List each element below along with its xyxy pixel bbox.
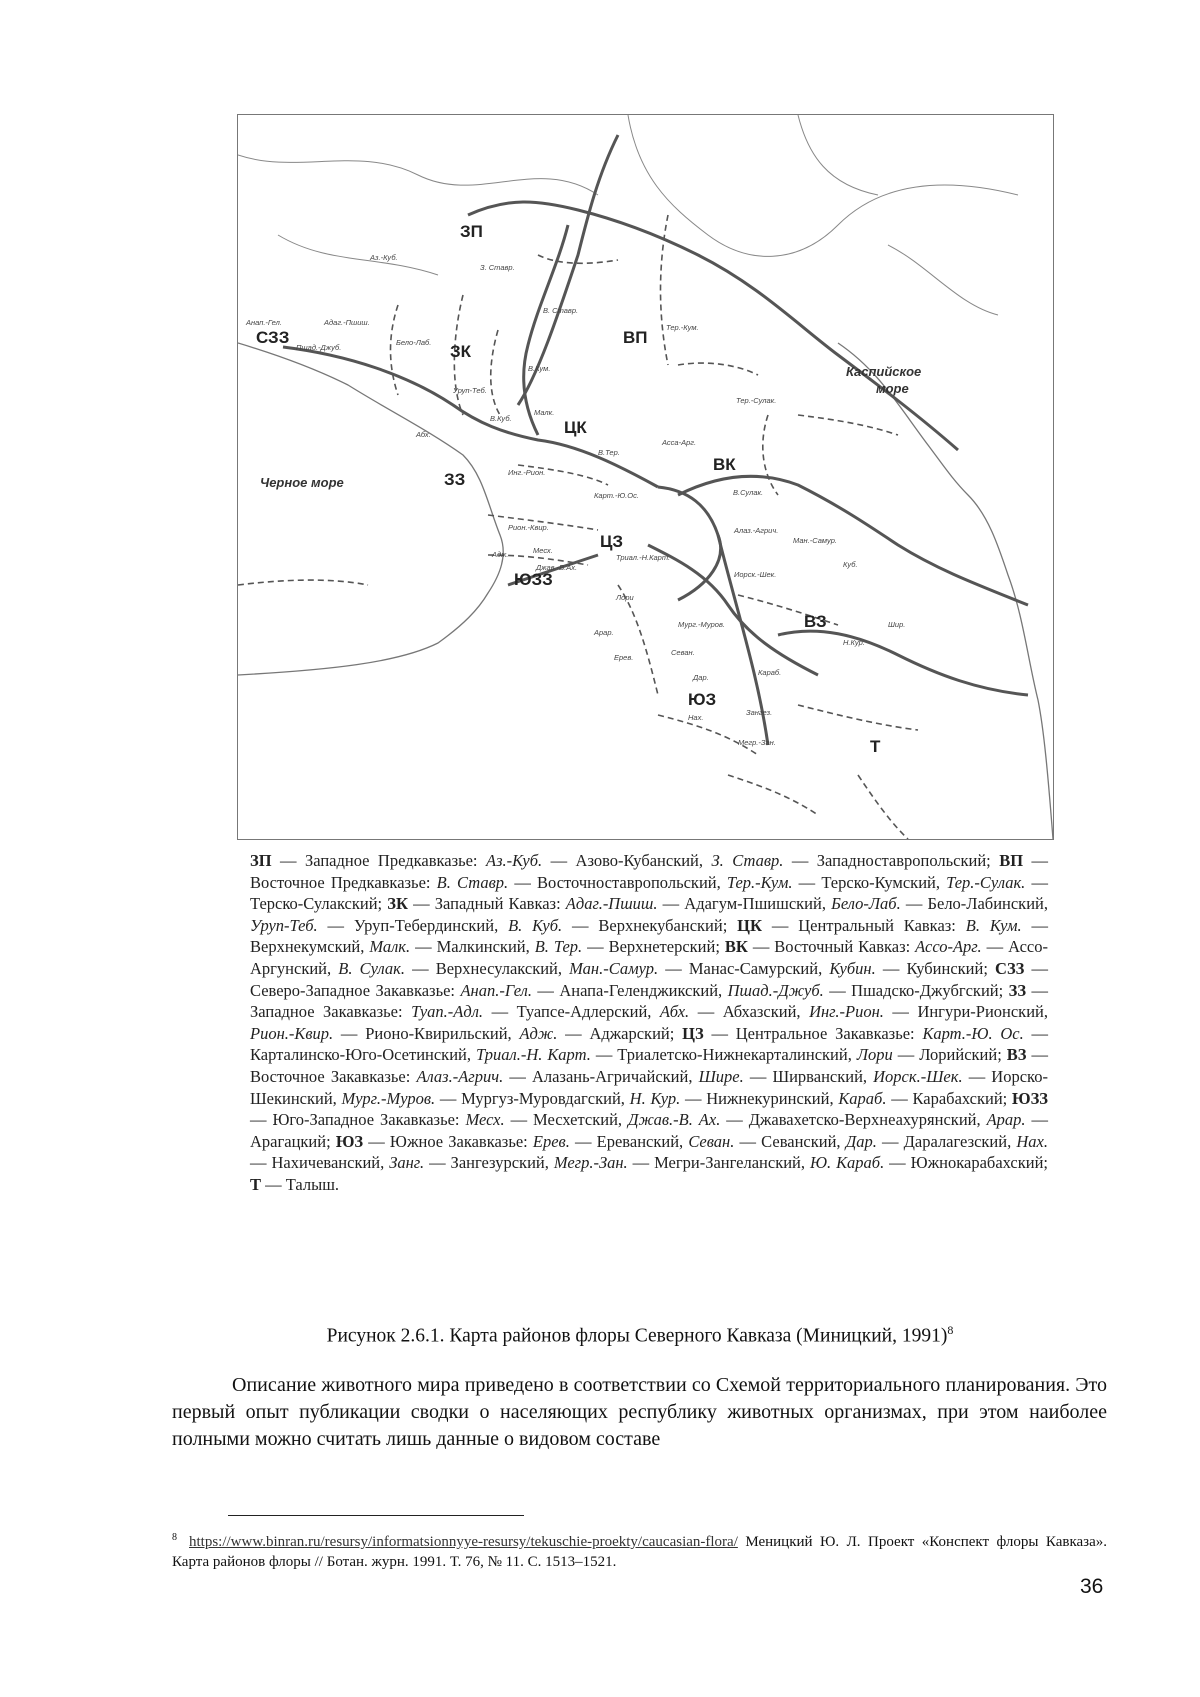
district-label: Месх. xyxy=(533,546,553,555)
legend-district-abbr: Инг.-Рион. xyxy=(809,1002,884,1022)
region-label-zz: ЗЗ xyxy=(444,470,466,489)
region-label-yuzz: ЮЗЗ xyxy=(514,570,553,589)
legend-text: — Западное Предкавказье: xyxy=(271,851,486,870)
district-label: Зангез. xyxy=(746,708,773,717)
district-boundary xyxy=(391,305,399,395)
caspian-sea-label-1: Каспийское xyxy=(846,364,922,379)
district-label: Иорск.-Шек. xyxy=(734,570,777,579)
legend-region-code: ЮЗЗ xyxy=(1012,1088,1049,1108)
legend-district-abbr: Анап.-Гел. xyxy=(460,980,532,1000)
legend-district-abbr: Аз.-Куб. xyxy=(485,851,543,870)
caspian-coast xyxy=(838,343,1053,839)
body-paragraph xyxy=(172,1372,1107,1453)
legend-text: — Нижнекуринский, xyxy=(680,1088,839,1108)
legend-text: — Ереванский, xyxy=(569,1131,689,1151)
district-label: Караб. xyxy=(758,668,782,677)
footnote-marker: 8 xyxy=(172,1532,177,1543)
region-label-zp: ЗП xyxy=(460,222,483,241)
region-label-tsz: ЦЗ xyxy=(600,532,624,551)
region-label-szz: СЗЗ xyxy=(256,328,290,347)
legend-text: — Арагацкий; xyxy=(250,1110,1048,1151)
caspian-sea-label-2: море xyxy=(876,381,909,396)
legend-district-abbr: В. Сулак. xyxy=(338,958,405,978)
district-boundary xyxy=(798,705,918,730)
district-label: Шир. xyxy=(888,620,906,629)
region-label-tsk: ЦК xyxy=(564,418,587,437)
legend-text: — Уруп-Тебердинский, xyxy=(317,915,509,935)
legend-district-abbr: В. Кум. xyxy=(965,915,1022,935)
legend-text: — Триалетско-Нижнекарталинский, xyxy=(590,1045,857,1065)
legend-region-code: ЗП xyxy=(250,851,272,870)
legend-text: — Карабахский; xyxy=(886,1088,1013,1108)
region-label-t: Т xyxy=(870,737,881,756)
district-label: З. Ставр. xyxy=(480,263,515,272)
legend-text: — Северо-Западное Закавказье: xyxy=(250,958,1049,1000)
legend-text: — Западноставропольский; xyxy=(783,851,1000,870)
legend-text: — Манас-Самурский, xyxy=(658,958,830,978)
caption-footnote-marker: 8 xyxy=(947,1323,954,1337)
legend-text: — Пшадско-Джубгский; xyxy=(823,980,1009,1000)
river xyxy=(238,155,598,195)
river xyxy=(278,235,438,275)
legend-district-abbr: Кубин. xyxy=(829,958,876,978)
legend-text: — Месхетский, xyxy=(504,1110,628,1130)
footnote-link[interactable]: https://www.binran.ru/resursy/informatsionnyye-resursy/tekuschie-proekty/caucasian-flora/ xyxy=(189,1534,738,1550)
legend-district-abbr: Н. Кур. xyxy=(629,1088,681,1108)
figure-caption xyxy=(200,1323,1080,1348)
legend-district-abbr: Малк. xyxy=(369,937,411,957)
river xyxy=(628,115,1018,256)
black-sea-label: Черное море xyxy=(260,475,344,490)
district-label: Севан. xyxy=(671,648,695,657)
region-label-vk: ВК xyxy=(713,455,736,474)
district-label: В.Тер. xyxy=(598,448,620,457)
district-boundary xyxy=(238,580,368,585)
legend-text: — Терско-Кумский, xyxy=(792,872,947,892)
legend-district-abbr: Дар. xyxy=(845,1131,877,1151)
legend-region-code: ЗК xyxy=(387,894,408,914)
legend-region-code: ЦЗ xyxy=(682,1023,704,1043)
legend-text: — Западный Кавказ: xyxy=(407,894,566,914)
legend-text: — Анапа-Геленджикский, xyxy=(531,980,728,1000)
district-label: Ман.-Самур. xyxy=(793,536,837,545)
legend-district-abbr: З. Ставр. xyxy=(711,851,784,870)
region-label-zk: ЗК xyxy=(450,342,472,361)
legend-text: — Талыш. xyxy=(261,1174,340,1194)
district-label: Карт.-Ю.Ос. xyxy=(594,491,639,500)
district-label: Алаз.-Агрич. xyxy=(734,526,779,535)
legend-district-abbr: Караб. xyxy=(838,1088,887,1108)
legend-text: — Верхнетерский; xyxy=(582,937,725,957)
legend-text: — Восточный Кавказ: xyxy=(747,937,916,957)
district-label: Н.Кур. xyxy=(843,638,865,647)
district-boundary xyxy=(658,715,758,755)
legend-text: — Ассо-Аргунский, xyxy=(250,937,1048,978)
legend-district-abbr: В. Тер. xyxy=(534,937,583,957)
legend-district-abbr: Уруп-Теб. xyxy=(250,915,318,935)
legend-district-abbr: Тер.-Кум. xyxy=(726,872,793,892)
legend-text: — Азово-Кубанский, xyxy=(542,851,712,870)
legend-district-abbr: Мург.-Муров. xyxy=(341,1088,436,1108)
district-boundary xyxy=(858,775,908,839)
legend-text: — Центральное Закавказье: xyxy=(703,1023,923,1043)
boundary xyxy=(283,347,658,487)
legend-district-abbr: Алаз.-Агрич. xyxy=(416,1066,504,1086)
district-label: Куб. xyxy=(843,560,858,569)
legend-region-code: СЗЗ xyxy=(995,958,1025,978)
boundary xyxy=(524,225,568,435)
legend-text: — Центральный Кавказ: xyxy=(761,915,966,935)
district-label: Малк. xyxy=(534,408,555,417)
legend-text: — Ширванский, xyxy=(743,1066,874,1086)
legend-district-abbr: Рион.-Квир. xyxy=(250,1023,334,1043)
district-label: В. Ставр. xyxy=(543,306,579,315)
legend-district-abbr: Бело-Лаб. xyxy=(831,894,901,914)
legend-text: — Абхазский, xyxy=(689,1002,810,1022)
legend-text: — Южнокарабахский; xyxy=(884,1153,1049,1173)
legend-text: — Южное Закавказье: xyxy=(363,1131,533,1151)
district-boundary xyxy=(678,363,758,375)
district-label: В.Сулак. xyxy=(733,488,764,497)
legend-district-abbr: Ман.-Самур. xyxy=(569,958,659,978)
district-boundary xyxy=(798,415,898,435)
legend-district-abbr: В. Ставр. xyxy=(436,872,509,892)
footnote-divider xyxy=(228,1515,524,1516)
district-label: Триал.-Н.Карт. xyxy=(616,553,671,562)
legend-text: — Западное Закавказье: xyxy=(250,980,1048,1022)
legend-district-abbr: Пшад.-Джуб. xyxy=(727,980,824,1000)
legend-region-code: ВЗ xyxy=(1006,1045,1027,1065)
legend-text: — Юго-Западное Закавказье: xyxy=(250,1110,466,1130)
legend-text: — Бело-Лабинский, xyxy=(900,894,1048,914)
legend-district-abbr: Адаг.-Пшиш. xyxy=(565,894,658,914)
legend-text: — Аджарский; xyxy=(557,1023,683,1043)
district-label: Ерев. xyxy=(614,653,634,662)
district-label: Тер.-Сулак. xyxy=(736,396,777,405)
district-label: Арар. xyxy=(594,628,614,637)
legend-district-abbr: Ассо-Арг. xyxy=(915,937,982,957)
legend-district-abbr: Арар. xyxy=(986,1110,1026,1130)
legend-region-code: ВП xyxy=(999,851,1024,870)
legend-district-abbr: Иорск.-Шек. xyxy=(873,1066,963,1086)
district-label: Адаг.-Пшиш. xyxy=(324,318,370,327)
district-boundary xyxy=(763,415,778,495)
legend-text: — Даралагезский, xyxy=(876,1131,1017,1151)
legend-text: — Восточное Закавказье: xyxy=(250,1045,1048,1086)
region-label-vz: ВЗ xyxy=(804,612,827,631)
district-label: Тер.-Кум. xyxy=(666,323,699,332)
legend-district-abbr: Мегр.-Зан. xyxy=(553,1153,628,1173)
legend-district-abbr: Адж. xyxy=(519,1023,558,1043)
legend-text: — Восточное Предкавказье: xyxy=(250,851,1048,892)
flora-regions-map xyxy=(237,114,1054,840)
legend-district-abbr: Нах. xyxy=(1016,1131,1048,1151)
map-svg xyxy=(238,115,1053,839)
legend-text: — Восточноставропольский, xyxy=(508,872,727,892)
paragraph-text: Описание животного мира приведено в соответствии со Схемой территориального планирования. Это первый опыт публикации сводки о населяющих республику животных организмах, при этом наиболее полными можно считать лишь данные о видовом составе xyxy=(172,1374,1107,1450)
legend-text: — Севанский, xyxy=(734,1131,846,1151)
legend-text: — Карталинско-Юго-Осетинский, xyxy=(250,1023,1049,1065)
region-label-vp: ВП xyxy=(623,328,648,347)
legend-text: — Алазань-Агричайский, xyxy=(503,1066,699,1086)
legend-region-code: Т xyxy=(250,1174,262,1194)
legend-district-abbr: Лори xyxy=(856,1045,893,1065)
river xyxy=(798,115,878,195)
legend-text: — Верхнекубанский; xyxy=(562,915,738,935)
legend-text: — Верхнесулакский, xyxy=(404,958,570,978)
legend-text: — Зангезурский, xyxy=(424,1153,554,1173)
district-label: Анап.-Гел. xyxy=(246,318,282,327)
legend-region-code: ЦК xyxy=(737,915,762,935)
legend-text: — Джавахетско-Верхнеахурянский, xyxy=(720,1110,987,1130)
legend-text: — Малкинский, xyxy=(410,937,535,957)
legend-district-abbr: Шире. xyxy=(698,1066,744,1086)
legend-text: — Верхнекумский, xyxy=(250,915,1049,957)
legend-text: — Мургуз-Муровдагский, xyxy=(435,1088,630,1108)
district-label: Аз.-Куб. xyxy=(370,253,398,262)
district-boundary xyxy=(491,330,500,415)
legend-text: — Иорско-Шекинский, xyxy=(250,1066,1048,1108)
district-label: Мург.-Муров. xyxy=(678,620,725,629)
legend-district-abbr: Месх. xyxy=(465,1110,505,1130)
river xyxy=(888,245,998,315)
legend-district-abbr: Занг. xyxy=(389,1153,425,1173)
legend-district-abbr: Севан. xyxy=(688,1131,735,1151)
district-label: Пшад.-Джуб. xyxy=(296,343,342,352)
legend-region-code: ВК xyxy=(724,937,748,957)
district-boundary xyxy=(728,775,818,815)
legend-text: — Ингури-Рионский, xyxy=(883,1002,1048,1022)
legend-text: — Туапсе-Адлерский, xyxy=(483,1002,660,1022)
district-label: Дар. xyxy=(693,673,709,682)
legend-district-abbr: Туап.-Адл. xyxy=(411,1002,484,1022)
district-label: Адж. xyxy=(492,550,509,559)
district-label: Инг.-Рион. xyxy=(508,468,546,477)
footnote-text: Меницкий Ю. Л. Проект «Конспект флоры Кавказа». Карта районов флоры // Ботан. журн. 1991. Т. 76, № 11. С. 1513–1521. xyxy=(172,1534,1107,1570)
district-label: Абх. xyxy=(416,430,431,439)
legend-district-abbr: Триал.-Н. Карт. xyxy=(475,1045,591,1065)
caption-text: Рисунок 2.6.1. Карта районов флоры Северного Кавказа (Миницкий, 1991) xyxy=(326,1325,948,1347)
district-label: В.Кум. xyxy=(528,364,551,373)
footnote xyxy=(172,1528,1107,1572)
district-label: Асса-Арг. xyxy=(662,438,697,447)
legend-region-code: ЮЗ xyxy=(335,1131,364,1151)
legend-text: — Нахичеванский, xyxy=(250,1153,390,1173)
district-label: Джав.-В.Ах. xyxy=(536,563,578,572)
legend-text: — Мегри-Зангеланский, xyxy=(627,1153,810,1173)
district-label: Уруп-Теб. xyxy=(453,386,487,395)
legend-text: — Адагум-Пшишский, xyxy=(657,894,832,914)
district-label: Лори xyxy=(616,593,634,602)
legend-text: — Лорийский; xyxy=(892,1045,1007,1065)
page-number: 36 xyxy=(1080,1575,1104,1598)
legend-district-abbr: Тер.-Сулак. xyxy=(946,872,1026,892)
legend-district-abbr: Джав.-В. Ах. xyxy=(627,1110,721,1130)
region-label-yuz: ЮЗ xyxy=(688,690,717,709)
legend-district-abbr: Ерев. xyxy=(532,1131,570,1151)
district-label: Рион.-Квир. xyxy=(508,523,549,532)
district-label: Мегр.-Зан. xyxy=(738,738,776,747)
legend-district-abbr: Абх. xyxy=(659,1002,690,1022)
map-legend xyxy=(250,850,1048,1196)
legend-region-code: ЗЗ xyxy=(1008,980,1027,1000)
district-label: Бело-Лаб. xyxy=(396,338,432,347)
district-label: Нах. xyxy=(688,713,704,722)
legend-text: — Рионо-Квирильский, xyxy=(333,1023,520,1043)
legend-text: — Терско-Сулакский; xyxy=(250,872,1048,914)
legend-district-abbr: Ю. Караб. xyxy=(809,1153,885,1173)
district-label: В.Куб. xyxy=(490,414,512,423)
legend-district-abbr: В. Куб. xyxy=(508,915,563,935)
legend-district-abbr: Карт.-Ю. Ос. xyxy=(922,1023,1024,1043)
legend-text: — Кубинский; xyxy=(875,958,996,978)
boundary xyxy=(778,631,1028,695)
